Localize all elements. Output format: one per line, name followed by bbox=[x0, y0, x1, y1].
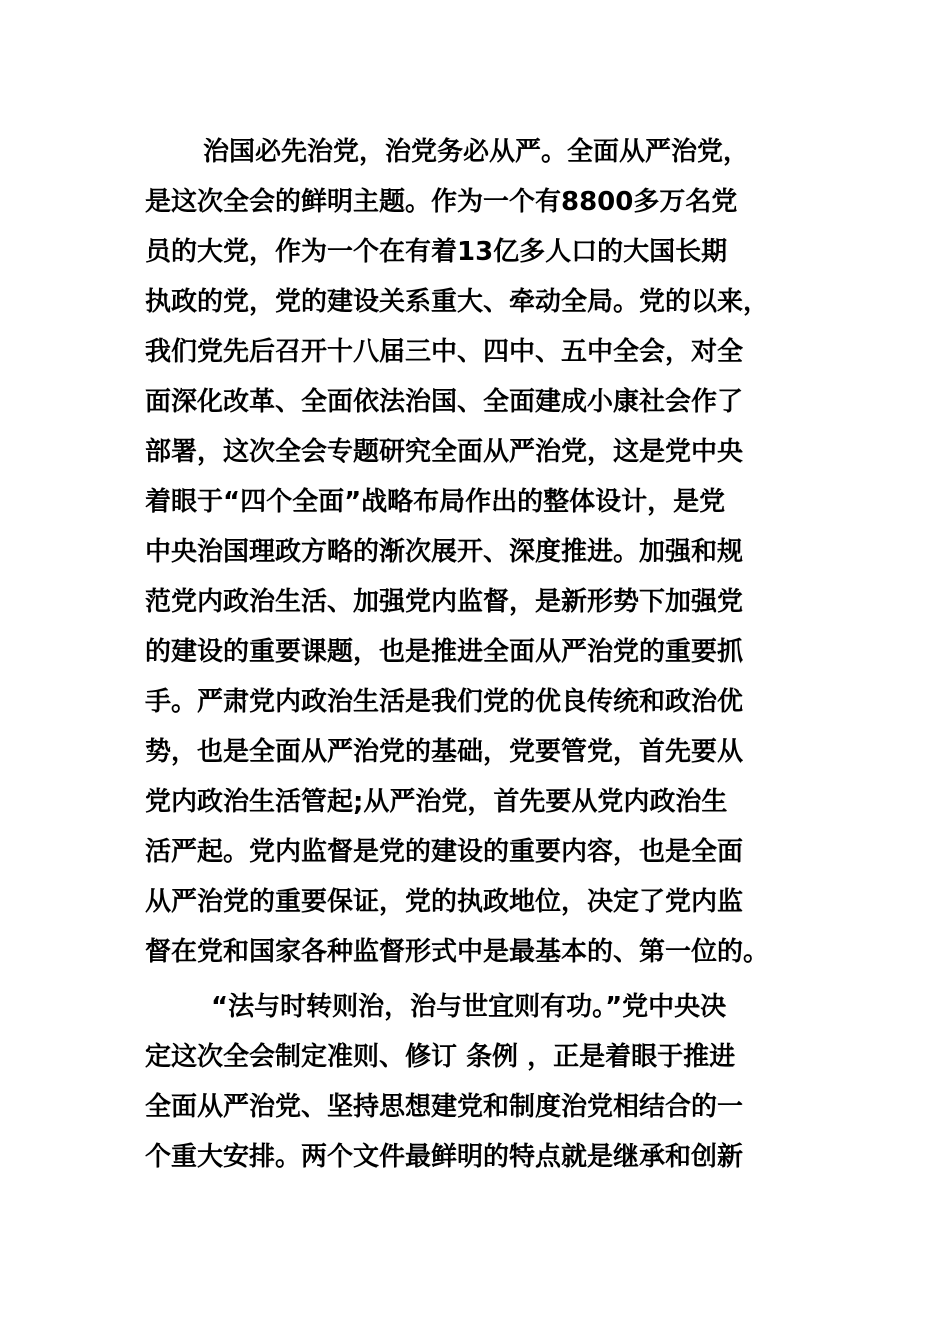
paragraph-1-line-10: 范党内政治生活、加强党内监督，是新形势下加强党 bbox=[145, 587, 744, 617]
paragraph-1-line-1: 治国必先治党，治党务必从严。全面从严治党， bbox=[203, 137, 750, 167]
paragraph-1-line-2: 是这次全会的鲜明主题。作为一个有8800多万名党 bbox=[145, 187, 738, 217]
paragraph-1-line-6: 面深化改革、全面依法治国、全面建成小康社会作了 bbox=[145, 387, 744, 417]
paragraph-1-line-16: 从严治党的重要保证，党的执政地位，决定了党内监 bbox=[145, 887, 744, 917]
paragraph-1-line-12: 手。严肃党内政治生活是我们党的优良传统和政治优 bbox=[145, 687, 744, 717]
paragraph-2-line-2: 定这次全会制定准则、修订 条例 ，正是着眼于推进 bbox=[145, 1042, 736, 1072]
paragraph-2-line-1: “法与时转则治，治与世宜则有功。”党中央决 bbox=[211, 992, 727, 1022]
paragraph-1-line-15: 活严起。党内监督是党的建设的重要内容，也是全面 bbox=[145, 837, 744, 867]
paragraph-1-line-13: 势，也是全面从严治党的基础，党要管党，首先要从 bbox=[145, 737, 744, 767]
paragraph-1-line-11: 的建设的重要课题，也是推进全面从严治党的重要抓 bbox=[145, 637, 744, 667]
paragraph-1-line-8: 着眼于“四个全面”战略布局作出的整体设计，是党 bbox=[145, 487, 726, 517]
paragraph-1-line-5: 我们党先后召开十八届三中、四中、五中全会，对全 bbox=[145, 337, 744, 367]
paragraph-1-line-7: 部署，这次全会专题研究全面从严治党，这是党中央 bbox=[145, 437, 744, 467]
paragraph-1-line-14: 党内政治生活管起;从严治党，首先要从党内政治生 bbox=[145, 787, 728, 817]
paragraph-2-line-3: 全面从严治党、坚持思想建党和制度治党相结合的一 bbox=[145, 1092, 744, 1122]
paragraph-1-line-3: 员的大党，作为一个在有着13亿多人口的大国长期 bbox=[145, 237, 728, 267]
paragraph-1-line-17: 督在党和国家各种监督形式中是最基本的、第一位的。 bbox=[145, 937, 770, 967]
paragraph-1-line-4: 执政的党，党的建设关系重大、牵动全局。党的以来， bbox=[145, 287, 770, 317]
paragraph-1-line-9: 中央治国理政方略的渐次展开、深度推进。加强和规 bbox=[145, 537, 744, 567]
paragraph-2-line-4: 个重大安排。两个文件最鲜明的特点就是继承和创新 bbox=[145, 1142, 744, 1172]
